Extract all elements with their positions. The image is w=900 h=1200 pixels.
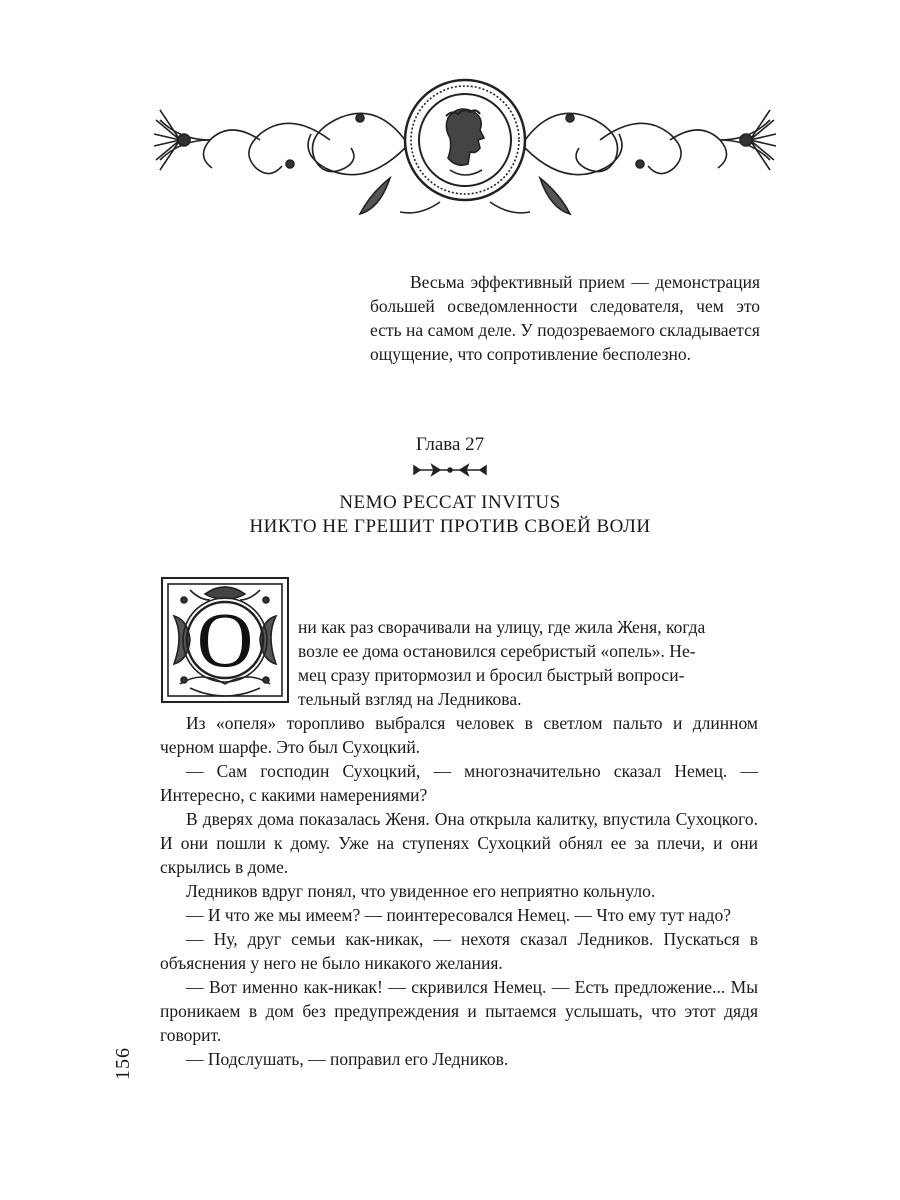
laurel-portrait-medallion-icon: [150, 78, 780, 228]
paragraph: возле ее дома остановился серебристый «опель». Не-: [298, 641, 696, 661]
paragraph: — Сам господин Сухоцкий, — многозначительно сказал Немец. — Интересно, с какими намерениями?: [160, 761, 758, 805]
header-ornament: [150, 78, 780, 228]
paragraph: ни как раз сворачивали на улицу, где жила Женя, когда: [298, 617, 706, 637]
chapter-divider: [410, 462, 490, 478]
paragraph: — И что же мы имеем? — поинтересовался Немец. — Что ему тут надо?: [186, 905, 731, 925]
paragraph: — Ну, друг семьи как-никак, — нехотя сказал Ледников. Пускаться в объяснения у него не было никакого желания.: [160, 929, 758, 973]
dropcap-letter: О: [196, 596, 254, 683]
page-number: 156: [112, 1047, 134, 1080]
arrow-flourish-divider-icon: [410, 462, 490, 478]
paragraph: — Вот именно как-никак! — скривился Немец. — Есть предложение... Мы проникаем в дом без предупреждения и пытаемся услышать, что этот дядя говорит.: [160, 977, 758, 1045]
paragraph: Из «опеля» торопливо выбрался человек в светлом пальто и длинном черном шарфе. Это был Сухоцкий.: [160, 713, 758, 757]
epigraph-text: Весьма эффективный прием — демонстрация большей осведомленности следователя, чем это есть на самом деле. У подозреваемого складывается ощущение, что сопротивление бесполезно.: [370, 272, 760, 364]
paragraph: тельный взгляд на Ледникова.: [298, 689, 522, 709]
chapter-title-latin: NEMO PECCAT INVITUS: [339, 492, 561, 513]
paragraph: мец сразу притормозил и бросил быстрый вопроси-: [298, 665, 685, 685]
paragraph: В дверях дома показалась Женя. Она открыла калитку, впустила Сухоцкого. И они пошли к дому. Уже на ступенях Сухоцкий обнял ее за плечи, и они скрылись в доме.: [160, 809, 758, 877]
chapter-label: Глава 27: [415, 434, 485, 455]
paragraph: — Подслушать, — поправил его Ледников.: [186, 1049, 509, 1069]
paragraph: Ледников вдруг понял, что увиденное его неприятно кольнуло.: [186, 881, 656, 901]
chapter-title-russian: НИКТО НЕ ГРЕШИТ ПРОТИВ СВОЕЙ ВОЛИ: [249, 516, 651, 537]
body-text: [160, 615, 758, 1071]
epigraph: [370, 270, 760, 366]
